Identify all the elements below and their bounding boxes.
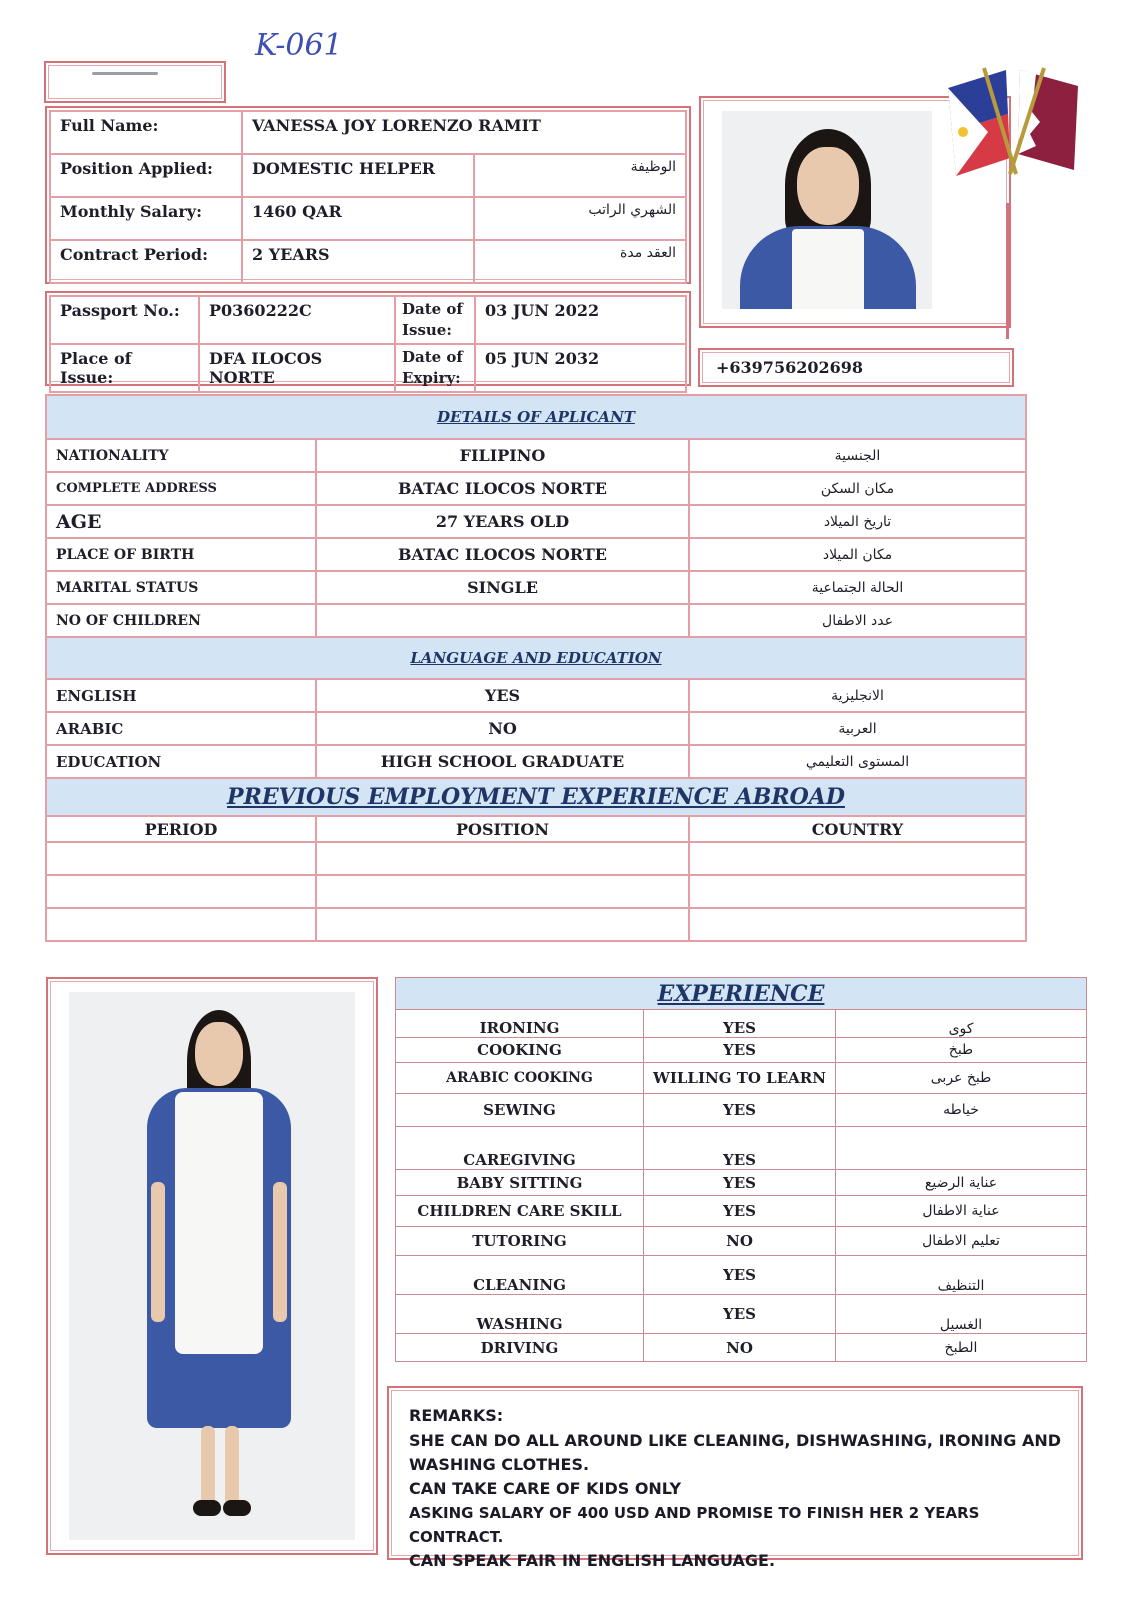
- full-name-label: Full Name:: [50, 111, 242, 154]
- cooking-label-arabic: طبخ: [836, 1038, 1087, 1063]
- birthplace-label: PLACE OF BIRTH: [46, 538, 316, 571]
- position-value: DOMESTIC HELPER: [242, 154, 474, 197]
- expiry-date-label: Date of Expiry:: [395, 344, 475, 392]
- experience-row: [396, 1063, 1087, 1094]
- children-label-arabic: عدد الاطفال: [689, 604, 1026, 637]
- tutoring-value: NO: [644, 1227, 836, 1256]
- remarks-line: ASKING SALARY OF 400 USD AND PROMISE TO FINISH HER 2 YEARS CONTRACT.: [409, 1504, 980, 1546]
- caregiving-label: CAREGIVING: [396, 1127, 644, 1170]
- cleaning-label-arabic: التنظيف: [836, 1256, 1087, 1295]
- cooking-value: YES: [644, 1038, 836, 1063]
- sewing-value: YES: [644, 1094, 836, 1127]
- period-column-header: PERIOD: [46, 816, 316, 842]
- baby-sitting-value: YES: [644, 1170, 836, 1196]
- language-row: [46, 712, 1026, 745]
- washing-value: YES: [644, 1295, 836, 1334]
- employment-section-title: PREVIOUS EMPLOYMENT EXPERIENCE ABROAD: [46, 778, 1026, 816]
- contract-label: Contract Period:: [50, 240, 242, 283]
- experience-row: [396, 1170, 1087, 1196]
- expiry-date-value: 05 JUN 2032: [475, 344, 686, 392]
- passport-number-label: Passport No.:: [50, 296, 199, 344]
- tutoring-label: TUTORING: [396, 1227, 644, 1256]
- employment-row: [46, 842, 1026, 875]
- language-section-title: LANGUAGE AND EDUCATION: [46, 637, 1026, 679]
- experience-section-title: EXPERIENCE: [396, 978, 1087, 1010]
- experience-row: [396, 1227, 1087, 1256]
- age-value: 27 YEARS OLD: [316, 505, 689, 538]
- staple-mark: [92, 72, 158, 75]
- sewing-label-arabic: خياطه: [836, 1094, 1087, 1127]
- children-care-value: YES: [644, 1196, 836, 1227]
- washing-label-arabic: الغسيل: [836, 1295, 1087, 1334]
- children-care-label-arabic: عناية الاطفال: [836, 1196, 1087, 1227]
- issue-date-value: 03 JUN 2022: [475, 296, 686, 344]
- address-value: BATAC ILOCOS NORTE: [316, 472, 689, 505]
- passport-number-value: P0360222C: [199, 296, 395, 344]
- age-label: AGE: [46, 505, 316, 538]
- full-body-photo: [69, 992, 355, 1540]
- nationality-label-arabic: الجنسية: [689, 439, 1026, 472]
- cleaning-value: YES: [644, 1256, 836, 1295]
- experience-table: [395, 977, 1087, 1362]
- washing-label: WASHING: [396, 1295, 644, 1334]
- children-label: NO OF CHILDREN: [46, 604, 316, 637]
- employment-row: [46, 875, 1026, 908]
- decorative-divider-line: [1006, 203, 1009, 339]
- arabic-cooking-label: ARABIC COOKING: [396, 1063, 644, 1094]
- country-column-header: COUNTRY: [689, 816, 1026, 842]
- driving-label: DRIVING: [396, 1334, 644, 1362]
- experience-row: [396, 1127, 1087, 1170]
- ironing-label: IRONING: [396, 1010, 644, 1038]
- details-row: [46, 439, 1026, 472]
- details-row: [46, 505, 1026, 538]
- remarks-line: SHE CAN DO ALL AROUND LIKE CLEANING, DISHWASHING, IRONING AND WASHING CLOTHES.: [409, 1431, 1061, 1474]
- arabic-cooking-label-arabic: طبخ عربى: [836, 1063, 1087, 1094]
- cleaning-label: CLEANING: [396, 1256, 644, 1295]
- experience-row: [396, 1256, 1087, 1295]
- remarks-line: CAN SPEAK FAIR IN ENGLISH LANGUAGE.: [409, 1551, 776, 1570]
- birthplace-value: BATAC ILOCOS NORTE: [316, 538, 689, 571]
- marital-status-label: MARITAL STATUS: [46, 571, 316, 604]
- english-value: YES: [316, 679, 689, 712]
- education-value: HIGH SCHOOL GRADUATE: [316, 745, 689, 778]
- experience-row: [396, 1295, 1087, 1334]
- ironing-value: YES: [644, 1010, 836, 1038]
- sewing-label: SEWING: [396, 1094, 644, 1127]
- language-row: [46, 745, 1026, 778]
- remarks-line: CAN TAKE CARE OF KIDS ONLY: [409, 1479, 682, 1498]
- marital-status-value: SINGLE: [316, 571, 689, 604]
- children-care-label: CHILDREN CARE SKILL: [396, 1196, 644, 1227]
- nationality-value: FILIPINO: [316, 439, 689, 472]
- position-label-arabic: الوظيفة: [474, 154, 686, 197]
- salary-label: Monthly Salary:: [50, 197, 242, 240]
- phone-number-box: [698, 348, 1014, 387]
- position-label: Position Applied:: [50, 154, 242, 197]
- remarks-title: REMARKS:: [409, 1406, 504, 1425]
- salary-value: 1460 QAR: [242, 197, 474, 240]
- applicant-details-grid: [45, 394, 1027, 942]
- phone-number: +639756202698: [716, 358, 863, 377]
- nationality-label: NATIONALITY: [46, 439, 316, 472]
- arabic-label: ARABIC: [46, 712, 316, 745]
- details-row: [46, 538, 1026, 571]
- issue-date-label: Date of Issue:: [395, 296, 475, 344]
- children-value: [316, 604, 689, 637]
- english-label-arabic: الانجليزية: [689, 679, 1026, 712]
- experience-row: [396, 1196, 1087, 1227]
- details-section-title: DETAILS OF APLICANT: [46, 395, 1026, 439]
- tutoring-label-arabic: تعليم الاطفال: [836, 1227, 1087, 1256]
- education-label-arabic: المستوى التعليمي: [689, 745, 1026, 778]
- salary-label-arabic: الشهري الراتب: [474, 197, 686, 240]
- portrait-photo: [722, 111, 932, 309]
- handwritten-reference-code: K-061: [255, 28, 343, 63]
- address-label: COMPLETE ADDRESS: [46, 472, 316, 505]
- english-label: ENGLISH: [46, 679, 316, 712]
- experience-row: [396, 1038, 1087, 1063]
- passport-info-box: [45, 291, 691, 386]
- arabic-cooking-value: WILLING TO LEARN: [644, 1063, 836, 1094]
- details-row: [46, 472, 1026, 505]
- caregiving-label-arabic: [836, 1127, 1087, 1170]
- philippines-qatar-flags-icon: [944, 62, 1084, 182]
- driving-value: NO: [644, 1334, 836, 1362]
- place-of-issue-label: Place of Issue:: [50, 344, 199, 392]
- position-column-header: POSITION: [316, 816, 689, 842]
- arabic-label-arabic: العربية: [689, 712, 1026, 745]
- ironing-label-arabic: كوى: [836, 1010, 1087, 1038]
- experience-row: [396, 1094, 1087, 1127]
- details-row: [46, 604, 1026, 637]
- remarks-box: [387, 1386, 1083, 1570]
- employment-row: [46, 908, 1026, 941]
- address-label-arabic: مكان السكن: [689, 472, 1026, 505]
- birthplace-label-arabic: مكان الميلاد: [689, 538, 1026, 571]
- language-row: [46, 679, 1026, 712]
- applicant-info-box: [45, 106, 691, 284]
- baby-sitting-label: BABY SITTING: [396, 1170, 644, 1196]
- contract-label-arabic: العقد مدة: [474, 240, 686, 283]
- education-label: EDUCATION: [46, 745, 316, 778]
- cooking-label: COOKING: [396, 1038, 644, 1063]
- experience-row: [396, 1334, 1087, 1362]
- marital-status-label-arabic: الحالة الجتماعية: [689, 571, 1026, 604]
- place-of-issue-value: DFA ILOCOS NORTE: [199, 344, 395, 392]
- contract-value: 2 YEARS: [242, 240, 474, 283]
- arabic-value: NO: [316, 712, 689, 745]
- reference-stamp-box: [44, 61, 226, 103]
- baby-sitting-label-arabic: عناية الرضيع: [836, 1170, 1087, 1196]
- driving-label-arabic: الطبخ: [836, 1334, 1087, 1362]
- details-row: [46, 571, 1026, 604]
- caregiving-value: YES: [644, 1127, 836, 1170]
- full-name-value: VANESSA JOY LORENZO RAMIT: [242, 111, 686, 154]
- age-label-arabic: تاريخ الميلاد: [689, 505, 1026, 538]
- experience-row: [396, 1010, 1087, 1038]
